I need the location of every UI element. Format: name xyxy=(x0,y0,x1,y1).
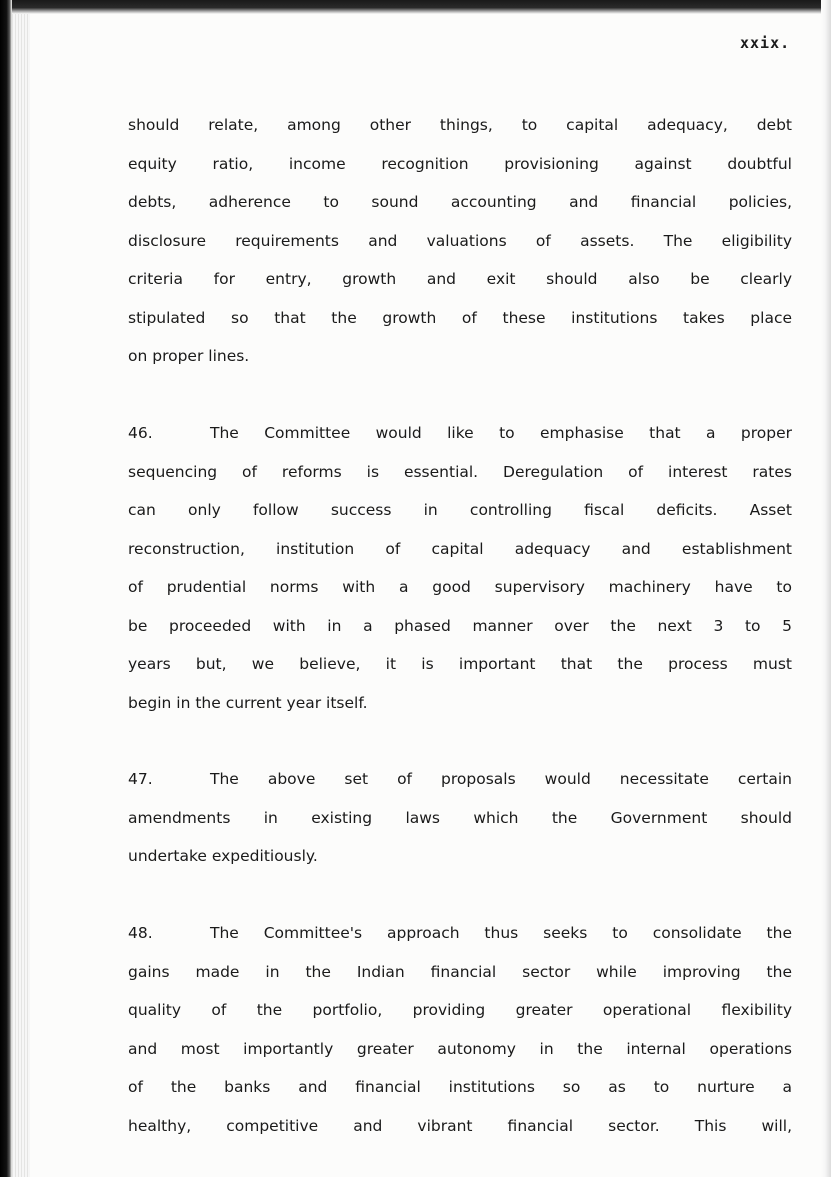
text-line: on proper lines. xyxy=(128,347,250,365)
page-number: xxix. xyxy=(740,34,791,52)
scan-right-edge xyxy=(821,0,831,1177)
text-line: years but, we believe, it is important that the process must xyxy=(128,655,792,673)
paragraph-first-line xyxy=(128,922,792,961)
text-line: The above set of proposals would necessitate certain xyxy=(210,770,792,788)
paragraph-number: 48. xyxy=(128,924,153,942)
page-stack-edge xyxy=(12,14,30,1177)
text-line: undertake expeditiously. xyxy=(128,847,318,865)
text-line: gains made in the Indian financial sector while improving the xyxy=(128,962,792,981)
text-line: of the banks and financial institutions so as to nurture a xyxy=(128,1078,792,1096)
text-line: can only follow success in controlling fiscal deficits. Asset xyxy=(128,501,792,519)
paragraph-continuation xyxy=(128,114,792,384)
paragraph-number: 47. xyxy=(128,770,153,788)
paragraph-47 xyxy=(128,768,792,884)
text-line: stipulated so that the growth of these institutions takes place xyxy=(128,308,792,327)
text-line: be proceeded with in a phased manner over the next 3 to 5 xyxy=(128,616,792,635)
text-line: reconstruction, institution of capital adequacy and establishment xyxy=(128,539,792,558)
text-line: amendments in existing laws which the Government should xyxy=(128,808,792,827)
paragraph-first-line xyxy=(128,768,792,807)
text-line: The Committee's approach thus seeks to consolidate the xyxy=(210,924,792,942)
text-line: disclosure requirements and valuations of assets. The eligibility xyxy=(128,231,792,250)
text-line: begin in the current year itself. xyxy=(128,693,368,712)
text-line: quality of the portfolio, providing greater operational flexibility xyxy=(128,1001,792,1019)
paragraph-48 xyxy=(128,922,792,1153)
text-line: criteria for entry, growth and exit should also be clearly xyxy=(128,270,792,288)
text-line: healthy, competitive and vibrant financial sector. This will, xyxy=(128,1116,792,1135)
binding-edge xyxy=(0,0,12,1177)
scan-top-edge xyxy=(0,0,831,14)
text-line: The Committee would like to emphasise that a proper xyxy=(210,424,792,442)
text-line: should relate, among other things, to capital adequacy, debt xyxy=(128,116,792,134)
text-line: and most importantly greater autonomy in the internal operations xyxy=(128,1039,792,1058)
text-line: sequencing of reforms is essential. Deregulation of interest rates xyxy=(128,462,792,481)
text-line: debts, adherence to sound accounting and financial policies, xyxy=(128,193,792,211)
text-line: of prudential norms with a good supervisory machinery have to xyxy=(128,578,792,596)
paragraph-46 xyxy=(128,422,792,730)
paragraph-number: 46. xyxy=(128,424,153,442)
paragraph-first-line xyxy=(128,422,792,461)
text-line: equity ratio, income recognition provisioning against doubtful xyxy=(128,154,792,173)
